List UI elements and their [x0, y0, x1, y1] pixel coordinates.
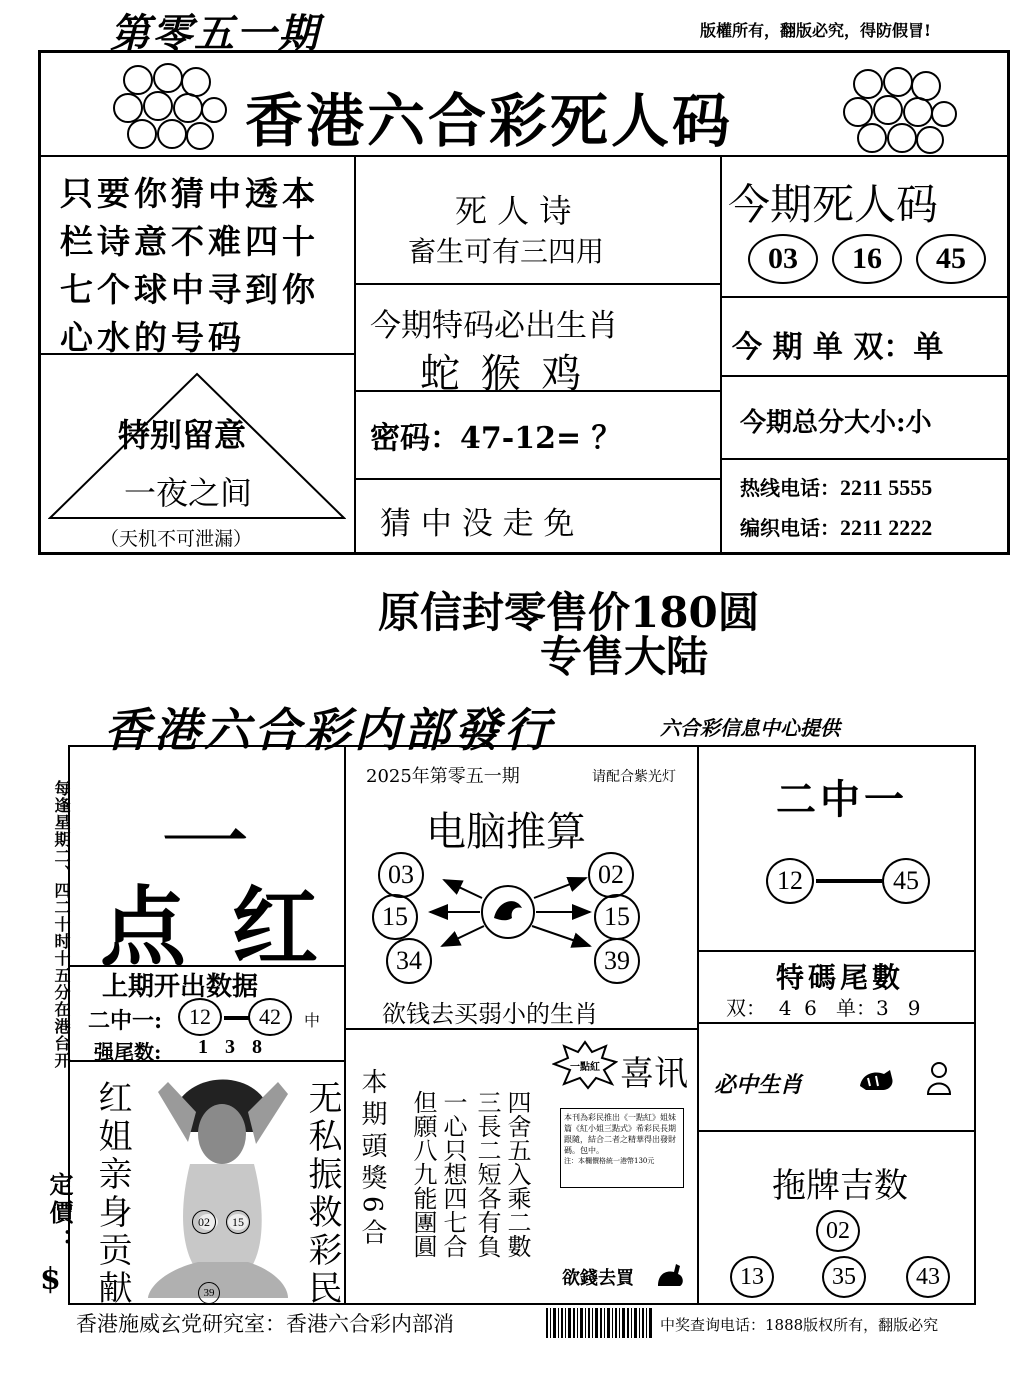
notice-sub: 一夜之间 — [124, 474, 253, 512]
buy-label: 欲錢去買 — [562, 1268, 634, 1289]
photo-number: 02 — [192, 1210, 216, 1234]
bright-divider-3 — [697, 1130, 976, 1132]
total-size: 今期总分大小:小 — [740, 408, 932, 438]
photo-number: 39 — [198, 1282, 220, 1304]
editor-number: 2211 2222 — [840, 515, 933, 540]
last-ball: 12 — [178, 998, 222, 1036]
ad-box — [560, 1108, 684, 1188]
last-tail-label: 强尾数: — [94, 1040, 162, 1064]
ad-note: 注：本欄價格統一港幣130元 — [564, 1157, 655, 1165]
mid-divider-2 — [354, 390, 720, 392]
right-bubbles-icon — [838, 66, 958, 156]
side-note: 每逢星期二、四二十时十五分在港台开 — [52, 780, 71, 1069]
tiger-icon — [856, 1064, 896, 1094]
editor-line — [740, 512, 932, 541]
provider-text: 六合彩信息中心提供 — [660, 716, 840, 740]
left-bubbles-icon — [108, 62, 228, 152]
computer-right-ball: 39 — [594, 938, 640, 984]
tuopai-ball: 13 — [730, 1256, 774, 1298]
title-divider — [40, 155, 1008, 157]
bright-divider-1 — [697, 950, 976, 952]
dead-number-ball: 03 — [748, 234, 818, 284]
riddle-text — [60, 170, 319, 362]
photo-number: 15 — [226, 1210, 250, 1234]
model-photo — [138, 1072, 298, 1298]
poem-column: 四舍五入乘二數 — [503, 1090, 531, 1258]
right-divider-2 — [720, 375, 1008, 377]
hotline — [740, 472, 932, 501]
last-zhong: 中 — [304, 1011, 321, 1030]
riddle-line: 七个球中寻到你 — [60, 270, 319, 309]
poem-line: 畜生可有三四用 — [408, 235, 605, 268]
dragon-emblem-icon — [420, 860, 596, 980]
dead-number-ball: 45 — [916, 234, 986, 284]
odd-even: 今 期 单 双：单 — [732, 330, 944, 365]
zodiac-title: 今期特码必出生肖 — [370, 308, 618, 344]
erzhongyi-ball: 12 — [766, 858, 814, 904]
erzhongyi-title: 二中一 — [776, 777, 908, 823]
computer-title: 电脑推算 — [426, 809, 586, 855]
computer-left-ball: 03 — [378, 852, 424, 898]
last-erzhongyi-label: 二中一: — [88, 1008, 163, 1034]
price-line-2: 专售大陆 — [540, 632, 709, 681]
mid-divider-3 — [354, 478, 720, 480]
guess-text: 猜 中 没 走 免 — [380, 506, 575, 542]
footer-left: 香港施威玄党研究室：香港六合彩内部消 — [76, 1312, 454, 1336]
riddle-line: 心水的号码 — [60, 318, 245, 357]
left-vertical-text: 红姐亲身贡献 — [92, 1080, 132, 1308]
news-title: 喜讯 — [620, 1054, 688, 1094]
bmid-divider — [344, 1028, 697, 1030]
dead-title: 今期死人码 — [728, 180, 939, 229]
news-badge: 一點紅 — [570, 1062, 600, 1073]
zodiac-values: 蛇 猴 鸡 — [420, 351, 586, 397]
prize-column: 本期頭獎6合 — [357, 1068, 387, 1251]
buy-weak: 欲钱去买弱小的生肖 — [382, 1000, 598, 1028]
col-divider-1 — [354, 155, 356, 553]
main-title: 香港六合彩死人码 — [245, 87, 734, 155]
poem-column: 三長二短各有負 — [473, 1090, 501, 1258]
footer-right: 中奖查询电话：1888版权所有，翻版必究 — [660, 1316, 939, 1334]
poem-column: 但願八九能團圓 — [409, 1090, 437, 1258]
erzhongyi-dash — [816, 879, 882, 883]
dead-number-ball: 16 — [832, 234, 902, 284]
riddle-line: 只要你猜中透本 — [60, 174, 319, 213]
dian-hong: 点 红 — [100, 878, 326, 978]
tail-title: 特碼尾數 — [776, 961, 905, 994]
rabbit-icon — [652, 1260, 688, 1290]
barcode-icon — [546, 1308, 656, 1338]
uv-note: 请配合紫光灯 — [592, 769, 676, 785]
computer-left-ball: 34 — [386, 938, 432, 984]
last-ball: 42 — [248, 998, 292, 1036]
mid-divider-1 — [354, 283, 720, 285]
hotline-label: 热线电话： — [740, 476, 840, 500]
computer-right-ball: 02 — [588, 852, 634, 898]
yi-char: 一 — [160, 791, 250, 896]
tail-values: 双： 4 6 单：3 9 — [726, 996, 921, 1020]
bcol-divider-2 — [697, 745, 699, 1305]
publisher-title: 香港六合彩内部發行 — [104, 703, 554, 757]
bleft-divider-2 — [68, 1060, 344, 1062]
must-zodiac: 必中生肖 — [714, 1072, 803, 1098]
tuopai-title: 拖牌吉数 — [772, 1166, 908, 1206]
notice-note: （天机不可泄漏） — [100, 528, 253, 550]
notice-title: 特别留意 — [118, 416, 247, 454]
monkey-icon — [922, 1060, 956, 1096]
last-tail: 1 3 8 — [198, 1036, 268, 1058]
price-label: 定價： — [45, 1172, 74, 1256]
left-divider — [40, 353, 354, 355]
year-issue: 2025年第零五一期 — [366, 766, 520, 787]
last-title: 上期开出数据 — [102, 972, 259, 1002]
editor-label: 编织电话： — [740, 516, 840, 540]
bright-divider-2 — [697, 1022, 976, 1024]
poem-column: 一心只想四七合 — [439, 1090, 467, 1258]
computer-right-ball: 15 — [594, 894, 640, 940]
right-vertical-text: 无私振救彩民 — [302, 1080, 342, 1308]
tuopai-ball: 35 — [822, 1256, 866, 1298]
tuopai-ball: 43 — [906, 1256, 950, 1298]
copyright-notice: 版權所有，翻版必究，得防假冒! — [700, 21, 932, 40]
computer-left-ball: 15 — [372, 894, 418, 940]
right-divider-3 — [720, 458, 1008, 460]
right-divider-1 — [720, 296, 1008, 298]
col-divider-2 — [720, 155, 722, 553]
riddle-line: 栏诗意不难四十 — [60, 222, 319, 261]
poem-title: 死 人 诗 — [455, 192, 572, 230]
erzhongyi-ball: 45 — [882, 858, 930, 904]
tuopai-ball: 02 — [816, 1210, 860, 1252]
price-symbol: $ — [40, 1262, 61, 1297]
code-text: 密码：47-12= ？ — [370, 421, 622, 456]
last-dash — [224, 1016, 250, 1020]
hotline-number: 2211 5555 — [840, 475, 933, 500]
price-line-1: 原信封零售价180圆 — [378, 588, 760, 637]
issue-title: 第零五一期 — [110, 10, 320, 57]
ad-text: 本刊為彩民推出《一點紅》姐妹篇《紅小姐三點式》希彩民長期跟隨，結合二者之精華得出發財碼。包中。 — [564, 1113, 676, 1155]
